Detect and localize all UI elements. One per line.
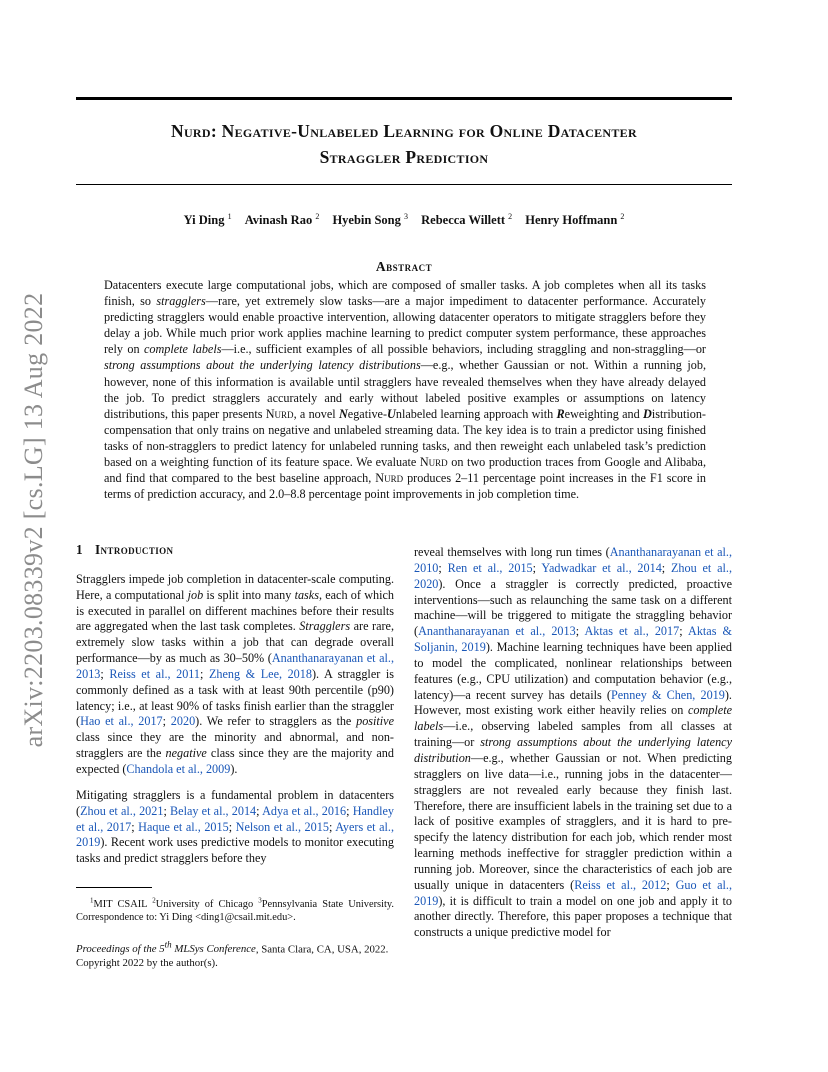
citation-link[interactable]: Reiss et al., 2012 — [574, 877, 667, 892]
citation-link[interactable]: Ananthanarayanan et al., 2013 — [76, 651, 394, 681]
footnote-rule — [76, 887, 152, 888]
arxiv-margin-stamp — [18, 280, 50, 760]
author: Avinash Rao $^2$ — [244, 212, 320, 228]
citation-link[interactable]: Ayers et al., 2019 — [76, 819, 395, 850]
citation-link[interactable]: Zhou et al., 2020 — [414, 560, 732, 591]
right-column — [414, 545, 732, 941]
arxiv-identifier: arXiv:2203.08339v2 [cs.LG] 13 Aug 2022 — [19, 292, 48, 748]
citation-link[interactable]: Chandola et al., 2009 — [126, 761, 231, 776]
title-line-1: Nurd: Negative-Unlabeled Learning for Online Datacenter — [171, 121, 637, 141]
paper-title — [76, 118, 732, 170]
author: Yi Ding $^1$ — [183, 212, 232, 228]
citation-link[interactable]: Reiss et al., 2011 — [109, 666, 201, 681]
abstract-heading: Abstract — [375, 259, 433, 274]
author-list — [76, 212, 732, 228]
citation-link[interactable]: Hao et al., 2017 — [80, 714, 163, 729]
abstract-body: Datacenters execute large computational jobs, which are composed of smaller tasks. A job completes when all its tasks finish, so stragglers—rare, yet extremely slow tasks—are a major impediment to datacenter performance. Accurately predicting stragglers would enable proactive intervention, allowing datacenter operators to mitigate stragglers before they delay a job. While much prior work applies machine learning to predict computer system performance, these approaches rely on complete labels—i.e., sufficient examples of all possible behaviors, including straggling and non-straggling—or strong assumptions about the underlying latency distributions—e.g., whether Gaussian or not. Within a running job, however, none of this information is available until stragglers have revealed themselves when they have already delayed the job. To predict stragglers accurately and early without labeled positive examples or assumptions on latency distributions, this paper presents Nurd, a novel Negative-Unlabeled learning approach with Reweighting and Distribution-compensation that only trains on negative and unlabeled streaming data. The key idea is to train a predictor using finished tasks of non-stragglers to predict latency for unlabeled running tasks, and then reweight each unlabeled task’s prediction based on a weighting function of its feature space. We evaluate Nurd on two production traces from Google and Alibaba, and find that compared to the best baseline approach, Nurd produces 2–11 percentage point increases in the F1 score in terms of prediction accuracy, and 2.0–8.8 percentage point improvements in job completion time. — [104, 278, 707, 502]
citation-link[interactable]: Belay et al., 2014 — [170, 803, 257, 818]
citation-link[interactable]: Zhou et al., 2021 — [80, 803, 164, 818]
citation-link[interactable]: Ananthanarayanan et al., 2010 — [414, 545, 732, 575]
left-column — [76, 542, 394, 970]
title-bottom-rule — [76, 184, 732, 185]
citation-link[interactable]: Aktas et al., 2017 — [584, 624, 680, 639]
intro-paragraph-2: Mitigating stragglers is a fundamental problem in datacenters (Zhou et al., 2021; Belay et al., 2014; Adya et al., 2016; Handley et al., 2017; Haque et al., 2015; Nelson et al., 2015; Ayers et al., 2019). Recent work uses predictive models to monitor executing tasks and predict stragglers before they — [76, 787, 395, 866]
author: Rebecca Willett $^2$ — [421, 212, 513, 228]
citation-link[interactable]: Zheng & Lee, 2018 — [208, 666, 312, 681]
citation-link[interactable]: Penney & Chen, 2019 — [610, 687, 725, 702]
proceedings-note: Proceedings of the 5th MLSys Conference, Santa Clara, CA, USA, 2022. Copyright 2022 by the author(s). — [76, 939, 389, 970]
citation-link[interactable]: Aktas & Soljanin, 2019 — [414, 624, 733, 655]
intro-paragraph-1: Stragglers impede job completion in datacenter-scale computing. Here, a computational job is split into many tasks, each of which is executed in parallel on different machines before their results are aggregated when the last task completes. Stragglers are rare, extremely slow tasks within a job that can degrade overall performance—by as much as 30–50% (Ananthanarayanan et al., 2013; Reiss et al., 2011; Zheng & Lee, 2018). A straggler is commonly defined as a task with at least 90th percentile (p90) latency; i.e., at least 90% of tasks finish earlier than the straggler (Hao et al., 2017; 2020). We refer to stragglers as the positive class since they are the minority and abnormal, and non-stragglers are the negative class since they are the majority and expected (Chandola et al., 2009). — [76, 571, 395, 776]
author: Henry Hoffmann $^2$ — [525, 212, 625, 228]
citation-link[interactable]: Haque et al., 2015 — [138, 819, 229, 834]
citation-link[interactable]: Handley et al., 2017 — [76, 803, 395, 834]
citation-link[interactable]: Nelson et al., 2015 — [235, 819, 329, 834]
title-line-2: Straggler Prediction — [319, 147, 489, 167]
citation-link[interactable]: 2020 — [170, 714, 196, 729]
citation-link[interactable]: Adya et al., 2016 — [262, 803, 347, 818]
citation-link[interactable]: Guo et al., 2019 — [414, 877, 732, 908]
title-top-rule — [76, 97, 732, 100]
section-heading: 1 Introduction — [76, 542, 174, 557]
author: Hyebin Song $^3$ — [332, 212, 409, 228]
citation-link[interactable]: Ren et al., 2015 — [447, 560, 533, 575]
affiliation-footnote: $^1$MIT CSAIL $^2$University of Chicago $^3$Pennsylvania State University. Correspondence to: Yi Ding <ding1@csail.mit.edu>. — [76, 896, 394, 923]
intro-paragraph-continued: reveal themselves with long run times (Ananthanarayanan et al., 2010; Ren et al., 2015; Yadwadkar et al., 2014; Zhou et al., 2020). Once a straggler is correctly predicted, proactive interventions—such as relaunching the same task on a different machine—will be triggered to mitigate the straggling behavior (Ananthanarayanan et al., 2013; Aktas et al., 2017; Aktas & Soljanin, 2019). Machine learning techniques have been applied to model the complicated, nonlinear relationships between features (e.g., CPU utilization) and computation behavior (e.g., latency)—a recent survey has details (Penney & Chen, 2019). However, most existing work either heavily relies on complete labels—i.e., observing labeled samples from all classes at training—or strong assumptions about the underlying latency distribution—e.g., whether Gaussian or not. When predicting stragglers on live data—i.e., running jobs in the datacenter—stragglers are not revealed early because they finish last. Therefore, there are insufficient labels in the training set due to a lack of positive examples of stragglers, and it is hard to pre-specify the latency distribution for each job, which render most learning methods ineffective for straggler prediction within a running job. Moreover, since the characteristics of each job are usually unique in datacenters (Reiss et al., 2012; Guo et al., 2019), it is difficult to train a model on one job and apply it to another directly. Therefore, this paper proposes a technique that constructs a unique predictive model for — [414, 545, 733, 940]
citation-link[interactable]: Ananthanarayanan et al., 2013 — [418, 624, 576, 639]
citation-link[interactable]: Yadwadkar et al., 2014 — [541, 560, 662, 575]
